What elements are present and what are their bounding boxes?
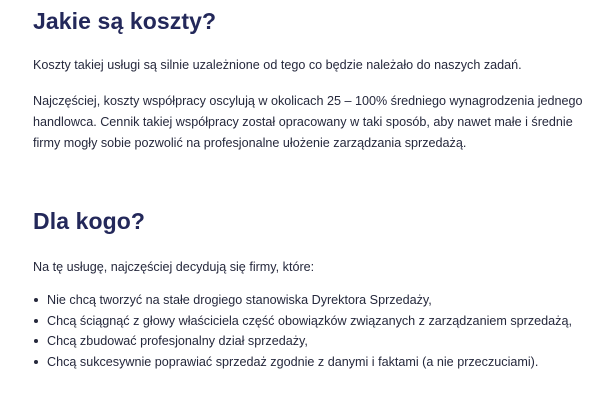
costs-heading: Jakie są koszty? bbox=[33, 8, 217, 34]
list-item-text: Nie chcą tworzyć na stałe drogiego stanowiska Dyrektora Sprzedaży, bbox=[47, 293, 432, 307]
audience-heading: Dla kogo? bbox=[33, 208, 146, 234]
list-item bbox=[33, 352, 598, 373]
costs-paragraph: Najczęściej, koszty współpracy oscylują w okolicach 25 – 100% średniego wynagrodzenia jednego handlowca. Cennik takiej współpracy został opracowany w taki sposób, aby nawet małe i średnie firmy mogły sobie pozwolić na profesjonalne ułożenie zarządzania sprzedażą. bbox=[33, 94, 583, 150]
costs-paragraph: Koszty takiej usługi są silnie uzależnione od tego co będzie należało do naszych zadań. bbox=[33, 58, 522, 72]
audience-intro: Na tę usługę, najczęściej decydują się firmy, które: bbox=[33, 260, 315, 274]
list-item-text: Chcą zbudować profesjonalny dział sprzedaży, bbox=[47, 334, 308, 348]
list-item bbox=[33, 331, 598, 352]
bullet-icon bbox=[34, 339, 38, 343]
list-item bbox=[33, 311, 598, 332]
list-item-text: Chcą ściągnąć z głowy właściciela część obowiązków związanych z zarządzaniem sprzedażą, bbox=[47, 313, 572, 328]
bullet-icon bbox=[34, 319, 38, 323]
list-item bbox=[33, 290, 598, 311]
bullet-icon bbox=[34, 360, 38, 364]
list-item-text: Chcą sukcesywnie poprawiać sprzedaż zgodnie z danymi i faktami (a nie przeczuciami). bbox=[47, 354, 539, 369]
bullet-icon bbox=[34, 298, 38, 302]
audience-list bbox=[33, 290, 598, 372]
